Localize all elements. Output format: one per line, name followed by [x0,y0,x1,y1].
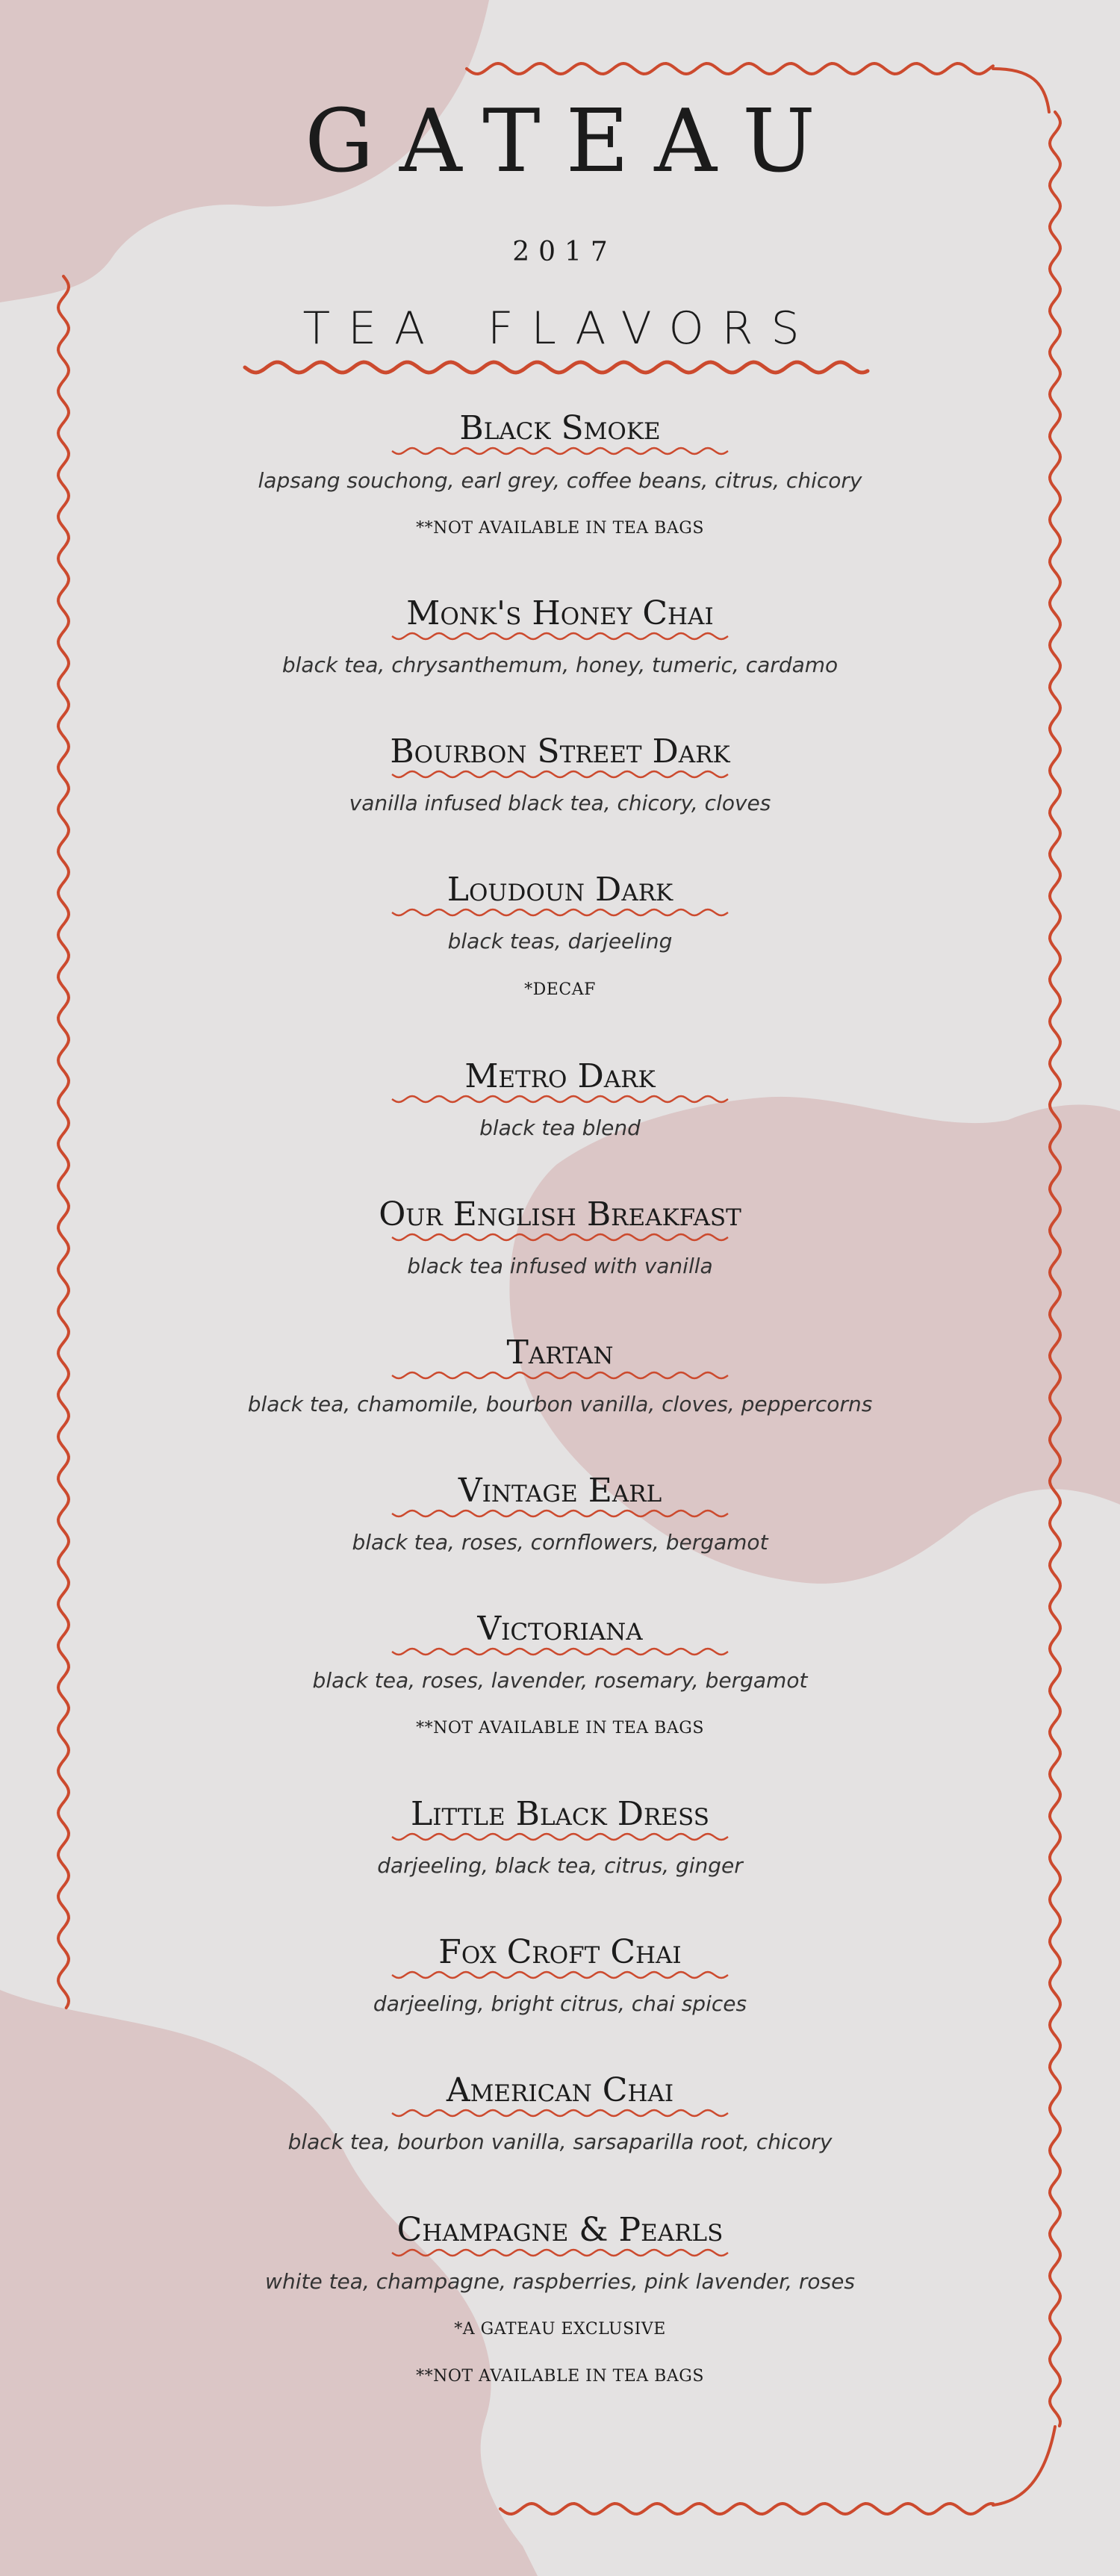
flavor-name: Fox Croft Chai [438,1933,682,1971]
flavor-description: vanilla infused black tea, chicory, cloves [349,791,771,815]
flavor-note: *A GATEAU EXCLUSIVE [454,2320,666,2339]
flavor-description: black teas, darjeeling [447,929,673,953]
flavor-description: black tea, roses, lavender, rosemary, bergamot [312,1668,808,1693]
page-title: GATEAU [305,91,841,192]
flavor-description: darjeeling, black tea, citrus, ginger [377,1853,743,1878]
flavor-note: **NOT AVAILABLE IN TEA BAGS [416,519,704,538]
flavor-name: American Chai [446,2071,674,2109]
flavor-name: Bourbon Street Dark [390,732,730,771]
flavor-description: black tea, chrysanthemum, honey, tumeric, cardamo [281,653,839,677]
flavor-name: Vintage Earl [458,1472,662,1510]
menu-subtitle [0,302,1120,355]
flavor-name: Metro Dark [464,1057,656,1095]
flavor-note: *DECAF [524,980,596,999]
flavor-description: black tea infused with vanilla [407,1254,713,1278]
flavor-description: black tea, chamomile, bourbon vanilla, cloves, peppercorns [247,1392,873,1416]
flavor-name: Victoriana [477,1610,643,1648]
flavor-name: Tartan [506,1334,614,1372]
flavor-description: black tea, bourbon vanilla, sarsaparilla root, chicory [287,2129,833,2154]
flavor-description: lapsang souchong, earl grey, coffee beans, citrus, chicory [258,468,862,493]
flavor-name: Little Black Dress [411,1795,709,1833]
flavor-name: Loudoun Dark [447,871,673,909]
flavor-name: Champagne & Pearls [396,2211,724,2249]
flavor-note: **NOT AVAILABLE IN TEA BAGS [416,2367,704,2386]
subtitle-word-tea: TEA [302,302,444,355]
flavor-name: Our English Breakfast [379,1195,741,1233]
flavor-description: darjeeling, bright citrus, chai spices [373,1991,747,2016]
flavor-name: Black Smoke [459,409,661,447]
flavor-description: white tea, champagne, raspberries, pink lavender, roses [265,2269,855,2294]
flavor-note: **NOT AVAILABLE IN TEA BAGS [416,1719,704,1737]
flavor-name: Monk's Honey Chai [406,594,714,632]
menu-year: 2017 [512,237,617,267]
subtitle-word-flavors: FLAVORS [488,302,818,355]
flavor-description: black tea blend [479,1116,641,1140]
flavor-description: black tea, roses, cornflowers, bergamot [352,1530,768,1555]
